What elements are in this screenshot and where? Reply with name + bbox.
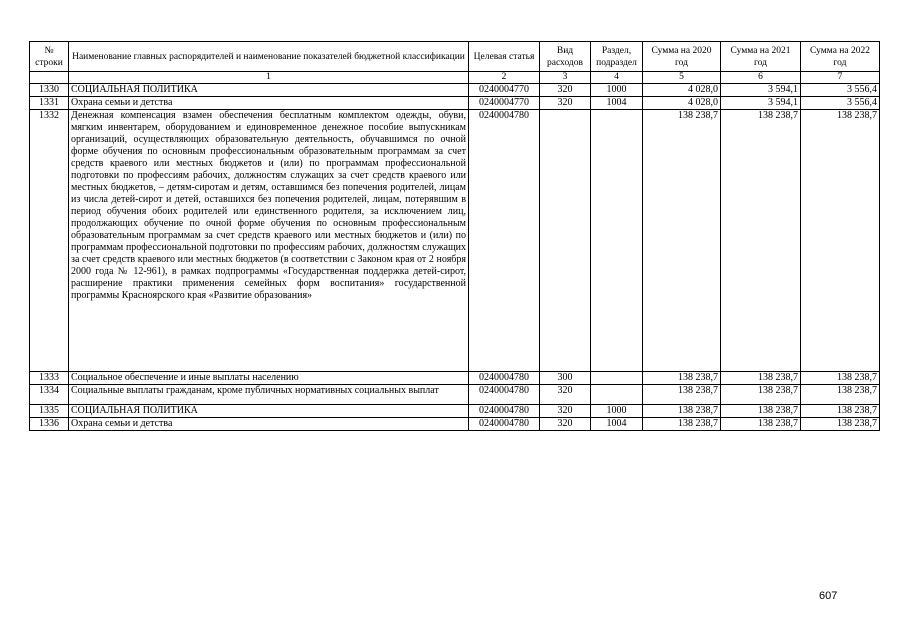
row-sum-2022: 138 238,7 — [801, 405, 880, 418]
row-sum-2020: 4 028,0 — [643, 97, 721, 110]
row-type: 320 — [540, 418, 591, 431]
row-sum-2022: 3 556,4 — [801, 97, 880, 110]
row-section — [591, 372, 643, 385]
row-sum-2021: 3 594,1 — [721, 84, 801, 97]
row-sum-2021: 138 238,7 — [721, 372, 801, 385]
row-target: 0240004780 — [469, 110, 540, 372]
column-index: 6 — [721, 72, 801, 84]
table-row — [30, 418, 880, 431]
table-row — [30, 385, 880, 405]
row-number: 1331 — [30, 97, 69, 110]
row-number: 1332 — [30, 110, 69, 372]
row-number: 1335 — [30, 405, 69, 418]
row-section — [591, 385, 643, 405]
row-sum-2021: 138 238,7 — [721, 110, 801, 372]
row-sum-2020: 138 238,7 — [643, 418, 721, 431]
header-sum-2021: Сумма на 2021 год — [721, 42, 801, 72]
column-index: 4 — [591, 72, 643, 84]
header-section: Раздел, подраздел — [591, 42, 643, 72]
budget-table — [29, 41, 880, 431]
row-sum-2020: 4 028,0 — [643, 84, 721, 97]
column-index-row — [30, 72, 880, 84]
row-sum-2021: 138 238,7 — [721, 385, 801, 405]
row-name: СОЦИАЛЬНАЯ ПОЛИТИКА — [69, 405, 469, 418]
row-sum-2022: 138 238,7 — [801, 418, 880, 431]
row-sum-2021: 3 594,1 — [721, 97, 801, 110]
column-index: 5 — [643, 72, 721, 84]
row-sum-2020: 138 238,7 — [643, 372, 721, 385]
row-name: СОЦИАЛЬНАЯ ПОЛИТИКА — [69, 84, 469, 97]
table-row — [30, 97, 880, 110]
column-index — [30, 72, 69, 84]
row-type: 320 — [540, 84, 591, 97]
header-row-number: № строки — [30, 42, 69, 72]
page-number: 607 — [819, 590, 838, 602]
row-number: 1333 — [30, 372, 69, 385]
row-name: Охрана семьи и детства — [69, 418, 469, 431]
row-section: 1004 — [591, 418, 643, 431]
row-name: Денежная компенсация взамен обеспечения бесплатным комплектом одежды, обуви, мягким инвентарем, оборудованием и единовременное денежное пособие выпускникам организаций, осуществляющих образовательную деятельность, обучавшимся по очной форме обучения по основным профессиональным образовательным программам за счет средств краевого или местных бюджетов и (или) по программам профессиональной подготовки по профессиям рабочих, должностям служащих за счет средств краевого или местных бюджетов, – детям-сиротам и детям, оставшимся без попечения родителей, лицам из числа детей-сирот и детей, оставшихся без попечения родителей, лицам, потерявшим в период обучения обоих родителей или единственного родителя, за исключением лиц, продолжающих обучение по очной форме обучения по основным профессиональным образовательным программам за счет средств краевого или местных бюджетов и (или) по программам профессиональной подготовки по профессиям рабочих, должностям служащих за счет средств краевого или местных бюджетов (в соответствии с Законом края от 2 ноября 2000 года № 12-961), в рамках подпрограммы «Государственная поддержка детей-сирот, расширение практики применения семейных форм воспитания» государственной программы Красноярского края «Развитие образования» — [69, 110, 469, 372]
row-section — [591, 110, 643, 372]
header-sum-2022: Сумма на 2022 год — [801, 42, 880, 72]
row-sum-2021: 138 238,7 — [721, 405, 801, 418]
header-expense-type: Вид расходов — [540, 42, 591, 72]
row-target: 0240004780 — [469, 405, 540, 418]
table-row — [30, 372, 880, 385]
header-name: Наименование главных распорядителей и наименование показателей бюджетной классификации — [69, 42, 469, 72]
table-row — [30, 405, 880, 418]
row-section: 1000 — [591, 405, 643, 418]
row-number: 1330 — [30, 84, 69, 97]
row-type: 300 — [540, 372, 591, 385]
row-sum-2022: 3 556,4 — [801, 84, 880, 97]
row-section: 1000 — [591, 84, 643, 97]
row-sum-2020: 138 238,7 — [643, 110, 721, 372]
header-target-article: Целевая статья — [469, 42, 540, 72]
table-row — [30, 84, 880, 97]
row-name: Охрана семьи и детства — [69, 97, 469, 110]
row-name: Социальные выплаты гражданам, кроме публичных нормативных социальных выплат — [69, 385, 469, 405]
column-index: 3 — [540, 72, 591, 84]
row-target: 0240004780 — [469, 418, 540, 431]
row-sum-2022: 138 238,7 — [801, 385, 880, 405]
row-section: 1004 — [591, 97, 643, 110]
row-target: 0240004780 — [469, 372, 540, 385]
header-row — [30, 42, 880, 72]
row-number: 1334 — [30, 385, 69, 405]
row-target: 0240004770 — [469, 84, 540, 97]
row-sum-2022: 138 238,7 — [801, 110, 880, 372]
row-sum-2020: 138 238,7 — [643, 405, 721, 418]
row-type: 320 — [540, 385, 591, 405]
column-index: 1 — [69, 72, 469, 84]
table-row — [30, 110, 880, 372]
row-sum-2022: 138 238,7 — [801, 372, 880, 385]
header-sum-2020: Сумма на 2020 год — [643, 42, 721, 72]
row-target: 0240004770 — [469, 97, 540, 110]
row-sum-2021: 138 238,7 — [721, 418, 801, 431]
row-target: 0240004780 — [469, 385, 540, 405]
row-name: Социальное обеспечение и иные выплаты населению — [69, 372, 469, 385]
column-index: 2 — [469, 72, 540, 84]
row-sum-2020: 138 238,7 — [643, 385, 721, 405]
row-type: 320 — [540, 405, 591, 418]
row-type: 320 — [540, 97, 591, 110]
column-index: 7 — [801, 72, 880, 84]
row-number: 1336 — [30, 418, 69, 431]
row-type — [540, 110, 591, 372]
